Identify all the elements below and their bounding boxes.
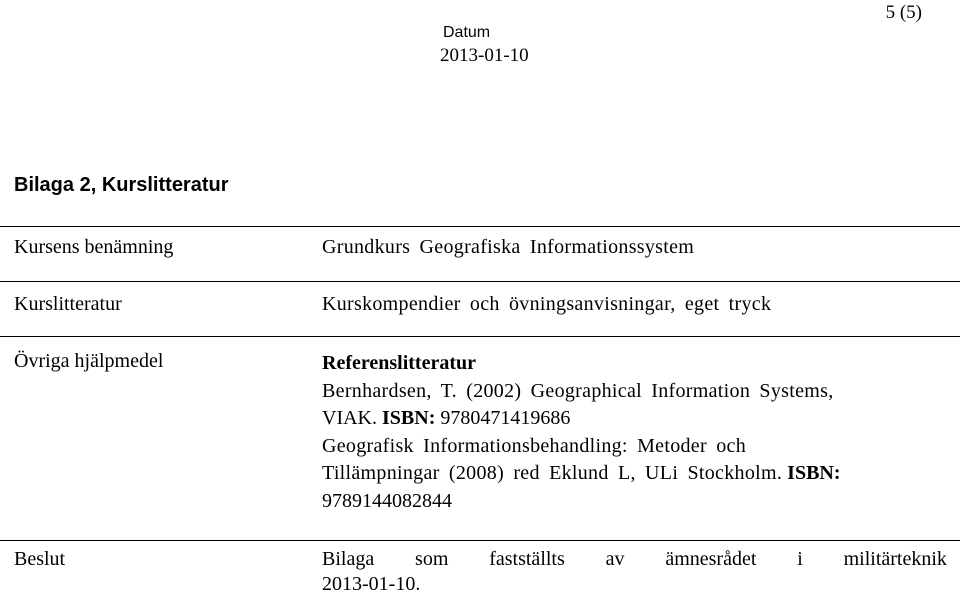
decision-word: av: [605, 548, 625, 570]
reference-heading: Referenslitteratur: [322, 352, 477, 374]
reference-line: Geografisk Informationsbehandling: Metoder och: [322, 434, 747, 457]
reference-text: Tillämpningar (2008) red Eklund L, ULi Stockholm.: [322, 462, 783, 484]
decision-date: 2013-01-10.: [322, 573, 421, 595]
decision-word: Bilaga: [322, 548, 375, 570]
isbn-label: ISBN:: [787, 462, 841, 484]
date-value: 2013-01-10: [440, 45, 529, 66]
row-divider: [0, 336, 960, 337]
reference-list: [322, 350, 841, 515]
decision-word: fastställts: [489, 548, 565, 570]
isbn-label: ISBN:: [382, 407, 436, 429]
isbn-number: 9780471419686: [440, 407, 571, 429]
literature-label: Kurslitteratur: [14, 293, 122, 315]
other-aids-label: Övriga hjälpmedel: [14, 350, 164, 372]
course-name-label: Kursens benämning: [14, 236, 174, 258]
decision-word: militärteknik: [843, 548, 947, 570]
decision-line: [322, 548, 947, 571]
literature-value: Kurskompendier och övningsanvisningar, eget tryck: [322, 293, 772, 315]
row-divider: [0, 540, 960, 541]
course-name-value: Grundkurs Geografiska Informationssystem: [322, 236, 695, 258]
reference-line: Bernhardsen, T. (2002) Geographical Information Systems,: [322, 379, 834, 402]
decision-word: som: [415, 548, 449, 570]
publisher: VIAK.: [322, 407, 377, 429]
decision-word: ämnesrådet: [665, 548, 757, 570]
decision-label: Beslut: [14, 548, 66, 570]
row-divider: [0, 281, 960, 282]
decision-word: i: [797, 548, 803, 570]
isbn-number: 9789144082844: [322, 489, 452, 512]
date-label: Datum: [443, 24, 491, 41]
table-top-border: [0, 226, 960, 227]
document-title: Bilaga 2, Kurslitteratur: [14, 174, 229, 196]
decision-value: [322, 548, 947, 596]
reference-line: [322, 460, 841, 488]
page-number: 5 (5): [885, 2, 922, 23]
reference-line: [322, 405, 841, 433]
